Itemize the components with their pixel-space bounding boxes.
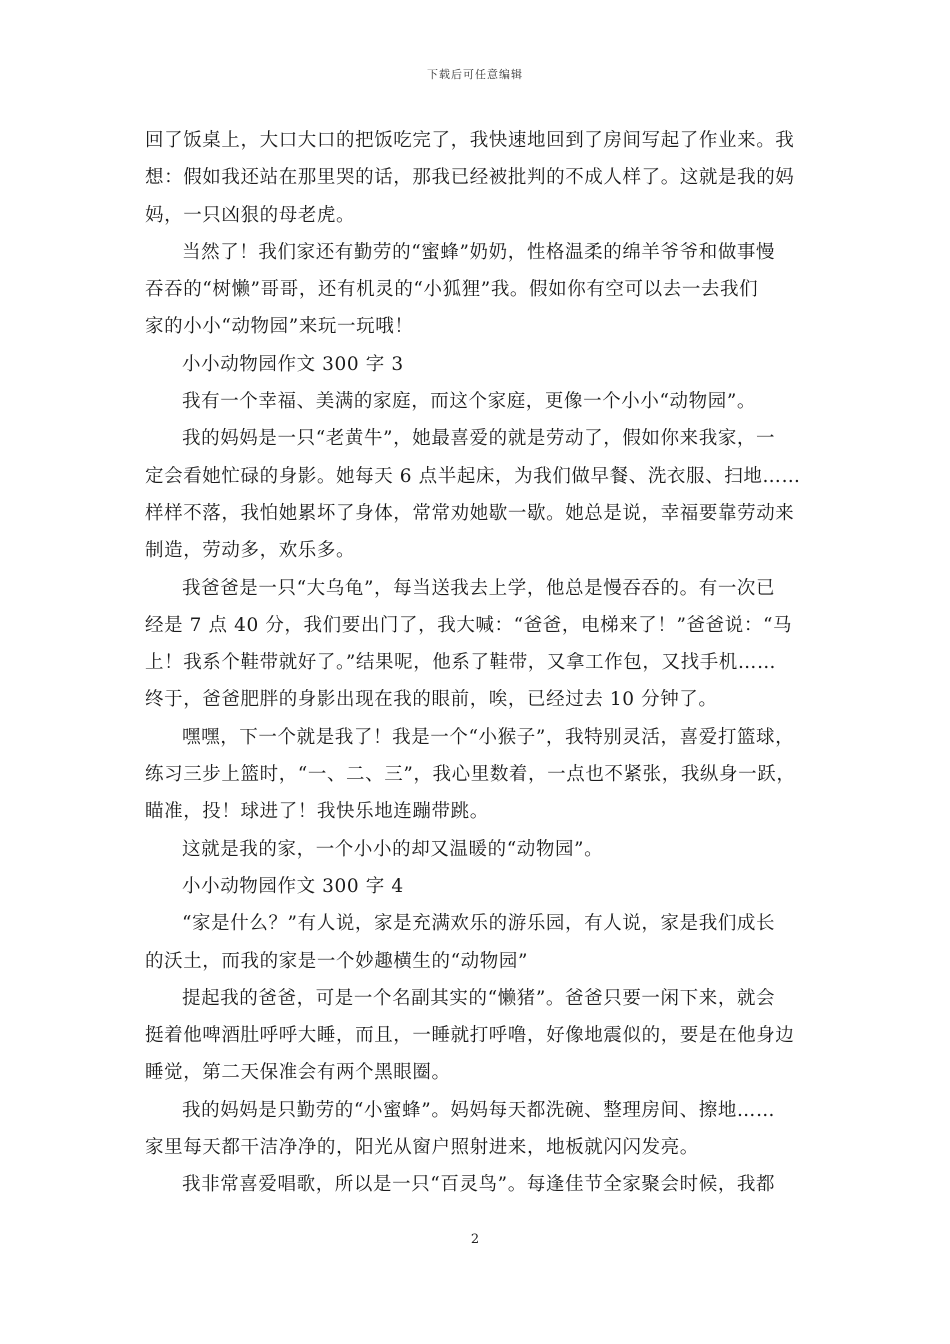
text-line: 嘿嘿，下一个就是我了！我是一个“小猴子”，我特别灵活，喜爱打篮球， [182, 726, 795, 748]
text-line: 家里每天都干洁净净的，阳光从窗户照射进来，地板就闪闪发亮。 [145, 1137, 699, 1159]
page-number: 2 [470, 1232, 480, 1247]
text-line: 我的妈妈是只勤劳的“小蜜蜂”。妈妈每天都洗碗、整理房间、擦地…… [182, 1099, 776, 1121]
text-line: 制造，劳动多，欢乐多。 [145, 540, 356, 562]
text-line: 小小动物园作文 300 字 3 [182, 353, 404, 375]
text-line: 这就是我的家，一个小小的却又温暖的“动物园”。 [182, 838, 604, 860]
text-line: 我的妈妈是一只“老黄牛”，她最喜爱的就是劳动了，假如你来我家，一 [182, 428, 776, 450]
text-line: 我爸爸是一只“大乌龟”，每当送我去上学，他总是慢吞吞的。有一次已 [182, 577, 776, 599]
text-line: 我有一个幸福、美满的家庭，而这个家庭，更像一个小小“动物园”。 [182, 391, 757, 413]
document-body [145, 122, 815, 1204]
text-line: “家是什么？”有人说，家是充满欢乐的游乐园，有人说，家是我们成长 [182, 913, 776, 935]
text-line: 想：假如我还站在那里哭的话，那我已经被批判的不成人样了。这就是我的妈 [145, 167, 795, 189]
text-line: 提起我的爸爸，可是一个名副其实的“懒猪”。爸爸只要一闲下来，就会 [182, 987, 776, 1009]
text-line: 回了饭桌上，大口大口的把饭吃完了，我快速地回到了房间写起了作业来。我 [145, 130, 795, 151]
text-line: 我非常喜爱唱歌，所以是一只“百灵鸟”。每逢佳节全家聚会时候，我都 [182, 1174, 776, 1196]
text-line: 瞄准，投！球进了！我快乐地连蹦带跳。 [145, 801, 489, 823]
text-line: 当然了！我们家还有勤劳的“蜜蜂”奶奶，性格温柔的绵羊爷爷和做事慢 [182, 241, 776, 263]
text-line: 挺着他啤酒肚呼呼大睡，而且，一睡就打呼噜，好像地震似的，要是在他身边 [145, 1025, 795, 1047]
text-line: 睡觉，第二天保准会有两个黑眼圈。 [145, 1062, 451, 1084]
text-line: 吞吞的“树懒”哥哥，还有机灵的“小狐狸”我。假如你有空可以去一去我们 [145, 279, 759, 301]
text-line: 家的小小“动物园”来玩一玩哦！ [145, 316, 414, 338]
text-line: 定会看她忙碌的身影。她每天 6 点半起床，为我们做早餐、洗衣服、扫地…… [145, 465, 801, 487]
text-line: 终于，爸爸肥胖的身影出现在我的眼前，唉，已经过去 10 分钟了。 [145, 689, 718, 711]
text-line: 上！我系个鞋带就好了。”结果呢，他系了鞋带，又拿工作包，又找手机…… [145, 652, 777, 674]
text-line: 妈，一只凶狠的母老虎。 [145, 204, 356, 226]
text-line: 小小动物园作文 300 字 4 [182, 875, 404, 897]
text-line: 经是 7 点 40 分，我们要出门了，我大喊：“爸爸，电梯来了！”爸爸说：“马 [145, 614, 793, 636]
page-header: 下载后可任意编辑 [427, 68, 523, 81]
text-line: 样样不落，我怕她累坏了身体，常常劝她歇一歇。她总是说，幸福要靠劳动来 [145, 502, 795, 524]
text-line: 练习三步上篮时，“一、二、三”，我心里数着，一点也不紧张，我纵身一跃， [145, 764, 796, 786]
text-line: 的沃土，而我的家是一个妙趣横生的“动物园” [145, 950, 529, 972]
